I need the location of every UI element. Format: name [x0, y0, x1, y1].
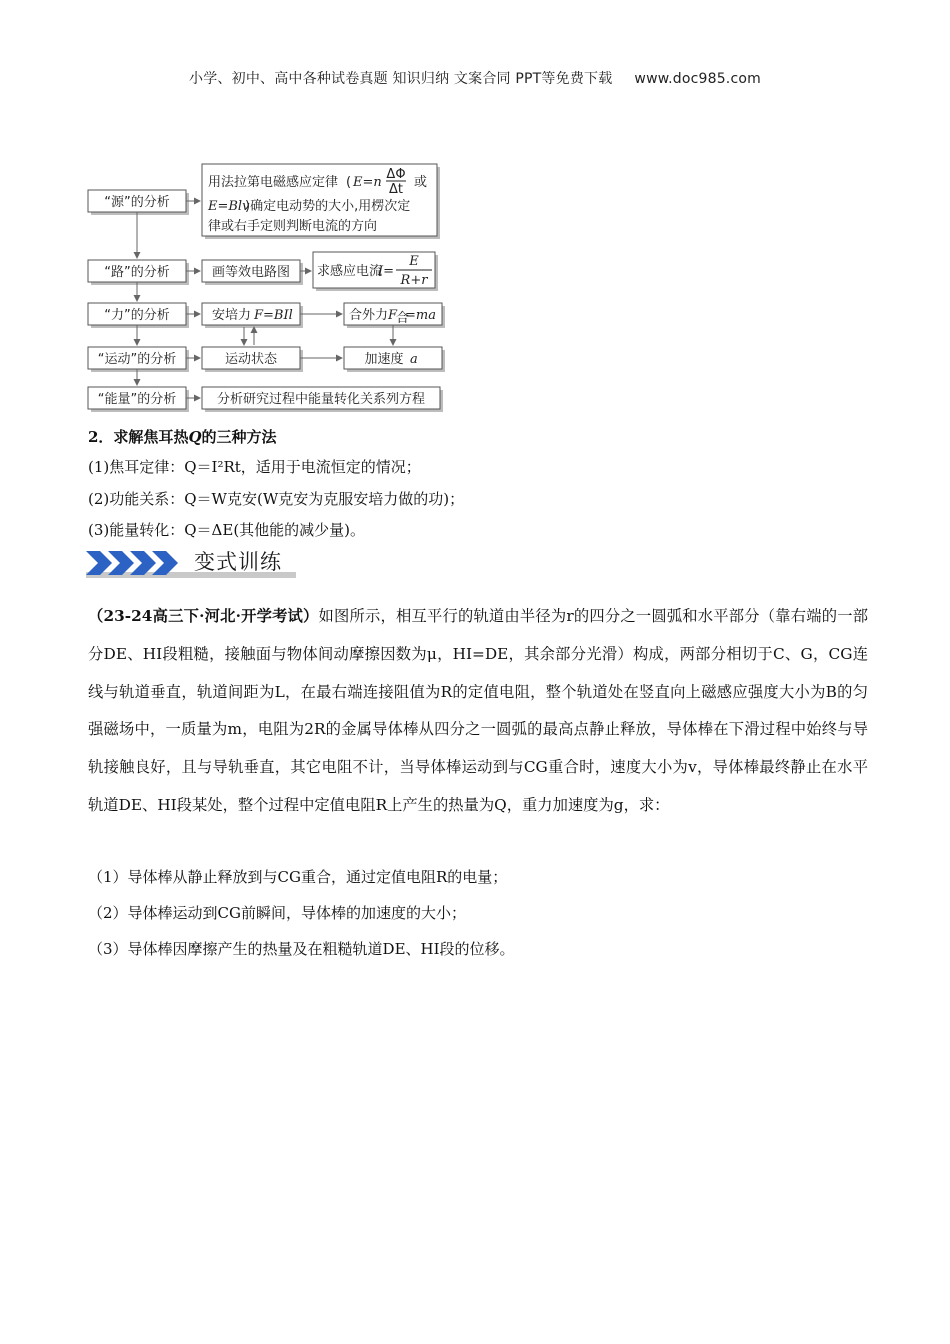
box-circuit-analysis	[88, 260, 189, 285]
section-title: 2．求解焦耳热Q的三种方法	[88, 428, 277, 446]
header-text: 小学、初中、高中各种试卷真题 知识归纳 文案合同 PPT等免费下载	[189, 71, 613, 87]
question-2: （2）导体棒运动到CG前瞬间，导体棒的加速度的大小；	[88, 904, 467, 922]
svg-text:律或右手定则判断电流的方向: 律或右手定则判断电流的方向	[208, 219, 378, 234]
method-energy-conversion: (3)能量转化：Q＝ΔE(其他能的减少量)。	[88, 521, 366, 539]
svg-text:F: F	[388, 308, 398, 323]
method-joule-law: (1)焦耳定律：Q＝I²Rt，适用于电流恒定的情况；	[88, 458, 421, 476]
svg-text:“能量”的分析: “能量”的分析	[97, 392, 177, 407]
svg-text:F=BIl: F=BIl	[254, 308, 293, 323]
box-energy-equation	[202, 387, 443, 412]
problem-body: 如图所示，相互平行的轨道由半径为r的四分之一圆弧和水平部分（靠右端的一部分DE、HI段粗糙，接触面与物体间动摩擦因数为μ，HI=DE，其余部分光滑）构成，两部分相切于C、G，CG连线与轨道垂直，轨道间距为L，在最右端连接阻值为R的定值电阻，整个轨道处在竖直向上磁感应强度大小为B的匀强磁场中，一质量为m，电阻为2R的金属导体棒从四分之一圆弧的最高点静止释放，导体棒在下滑过程中始终与导轨接触良好，且与导轨垂直，其它电阻不计，当导体棒运动到与CG重合时，速度大小为v，导体棒最终静止在水平轨道DE、HI段某处，整个过程中定值电阻R上产生的热量为Q，重力加速度为g，求：	[88, 607, 868, 814]
question-3: （3）导体棒因摩擦产生的热量及在粗糙轨道DE、HI段的位移。	[88, 940, 515, 958]
box-source-analysis	[88, 190, 189, 215]
box-ampere-force	[202, 303, 303, 328]
svg-text:分析研究过程中能量转化关系列方程: 分析研究过程中能量转化关系列方程	[216, 392, 426, 407]
chevrons-icon	[86, 551, 186, 575]
svg-text:R+r: R+r	[400, 273, 428, 288]
svg-text:合: 合	[396, 311, 410, 326]
page-header	[0, 68, 950, 88]
box-force-analysis	[88, 303, 189, 328]
box-net-force	[344, 303, 445, 328]
svg-text:运动状态: 运动状态	[224, 352, 278, 367]
box-motion-analysis	[88, 347, 189, 372]
box-equivalent-circuit	[202, 260, 303, 285]
box-source-description	[202, 164, 440, 239]
header-site: www.doc985.com	[634, 71, 761, 87]
analysis-flowchart	[84, 160, 454, 415]
svg-text:“源”的分析: “源”的分析	[104, 195, 170, 210]
svg-text:画等效电路图: 画等效电路图	[211, 265, 291, 280]
svg-text:E=Blv: E=Blv	[208, 199, 250, 214]
box-energy-analysis	[88, 387, 189, 412]
svg-text:ΔΦ: ΔΦ	[386, 167, 406, 182]
svg-text:加速度: 加速度	[364, 352, 404, 367]
svg-text:)确定电动势的大小,用楞次定: )确定电动势的大小,用楞次定	[245, 199, 411, 214]
practice-banner	[86, 548, 296, 578]
banner-title: 变式训练	[194, 550, 282, 574]
box-motion-state	[202, 347, 303, 372]
problem-source: （23-24高三下·河北·开学考试）	[88, 607, 319, 625]
svg-text:=ma: =ma	[405, 308, 436, 323]
svg-text:安培力: 安培力	[212, 308, 252, 323]
box-acceleration	[344, 347, 445, 372]
svg-text:a: a	[410, 352, 418, 367]
svg-text:I=: I=	[378, 264, 395, 279]
svg-text:或: 或	[414, 175, 428, 190]
svg-text:“力”的分析: “力”的分析	[104, 308, 170, 323]
svg-text:(: (	[346, 175, 352, 190]
svg-text:“运动”的分析: “运动”的分析	[97, 352, 177, 367]
svg-text:Δt: Δt	[389, 182, 403, 197]
svg-text:求感应电流: 求感应电流	[317, 264, 383, 279]
svg-text:合外力: 合外力	[349, 308, 389, 323]
problem-statement	[88, 598, 868, 825]
box-induced-current	[313, 252, 438, 291]
svg-text:“路”的分析: “路”的分析	[104, 265, 170, 280]
svg-text:E=n: E=n	[353, 175, 382, 190]
question-1: （1）导体棒从静止释放到与CG重合，通过定值电阻R的电量；	[88, 868, 508, 886]
svg-text:用法拉第电磁感应定律: 用法拉第电磁感应定律	[208, 175, 339, 190]
method-work-energy: (2)功能关系：Q＝W克安(W克安为克服安培力做的功)；	[88, 490, 465, 508]
svg-text:E: E	[409, 254, 419, 269]
